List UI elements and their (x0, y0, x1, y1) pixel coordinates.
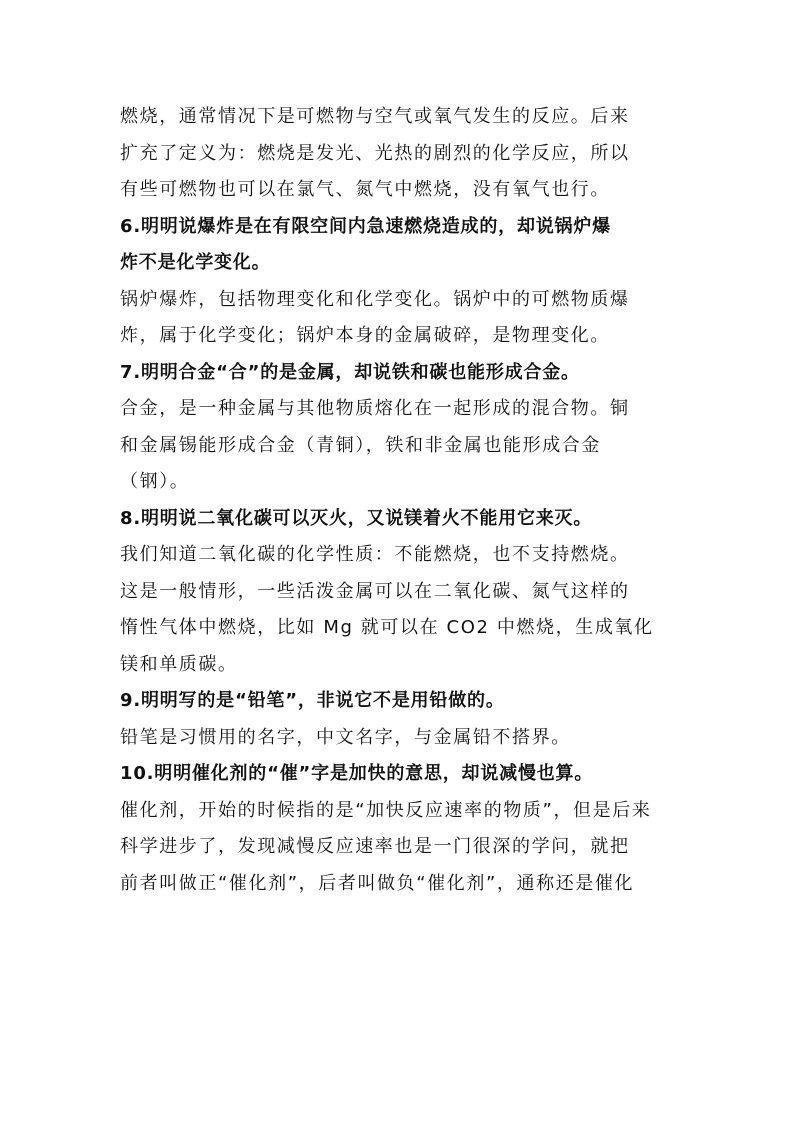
text-line: 前者叫做正“催化剂”，后者叫做负“催化剂”，通称还是催化 (120, 872, 635, 894)
heading-question-8 (120, 501, 680, 538)
paragraph-answer-7 (120, 391, 680, 501)
heading-line: 7.明明合金“合”的是金属，却说铁和碳也能形成合金。 (120, 361, 580, 383)
heading-line: 9.明明写的是“铅笔”，非说它不是用铅做的。 (120, 690, 505, 711)
text-line: 我们知道二氧化碳的化学性质：不能燃烧，也不支持燃烧。 (120, 544, 630, 565)
heading-question-7 (120, 355, 680, 392)
heading-question-10 (120, 756, 680, 793)
text-line: 惰性气体中燃烧，比如 Mg 就可以在 CO2 中燃烧，生成氧化 (120, 617, 654, 638)
paragraph-answer-6 (120, 282, 680, 355)
text-line: 科学进步了，发现减慢反应速率也是一门很深的学问，就把 (120, 836, 630, 857)
paragraph-answer-10 (120, 793, 680, 903)
heading-line: 炸不是化学变化。 (120, 252, 271, 273)
text-line: 合金，是一种金属与其他物质熔化在一起形成的混合物。铜 (120, 398, 630, 419)
text-line: 燃烧，通常情况下是可燃物与空气或氧气发生的反应。后来 (120, 106, 630, 127)
text-line: 和金属锡能形成合金（青铜），铁和非金属也能形成合金 (120, 434, 601, 456)
heading-question-9 (120, 683, 680, 720)
paragraph-answer-8 (120, 537, 680, 683)
text-line: 镁和单质碳。 (120, 653, 238, 675)
heading-line: 6.明明说爆炸是在有限空间内急速燃烧造成的，却说锅炉爆 (120, 215, 611, 237)
paragraph-answer-9 (120, 720, 680, 757)
text-line: 铅笔是习惯用的名字，中文名字，与金属铅不搭界。 (120, 726, 571, 748)
heading-question-6 (120, 209, 680, 282)
text-line: 炸，属于化学变化；锅炉本身的金属破碎，是物理变化。 (120, 325, 610, 346)
text-line: 扩充了定义为：燃烧是发光、光热的剧烈的化学反应，所以 (120, 142, 630, 164)
heading-line: 8.明明说二氧化碳可以灭火，又说镁着火不能用它来灭。 (120, 507, 593, 529)
text-line: 锅炉爆炸，包括物理变化和化学变化。锅炉中的可燃物质爆 (120, 288, 630, 310)
document-content (120, 99, 680, 902)
text-line: （钢）。 (120, 471, 190, 492)
text-line: 催化剂，开始的时候指的是“加快反应速率的物质”，但是后来 (120, 799, 652, 821)
heading-line: 10.明明催化剂的“催”字是加快的意思，却说减慢也算。 (120, 763, 594, 784)
text-line: 这是一般情形，一些活泼金属可以在二氧化碳、氮气这样的 (120, 580, 630, 602)
text-line: 有些可燃物也可以在氯气、氮气中燃烧，没有氧气也行。 (120, 179, 610, 200)
paragraph-combustion-definition (120, 99, 680, 209)
